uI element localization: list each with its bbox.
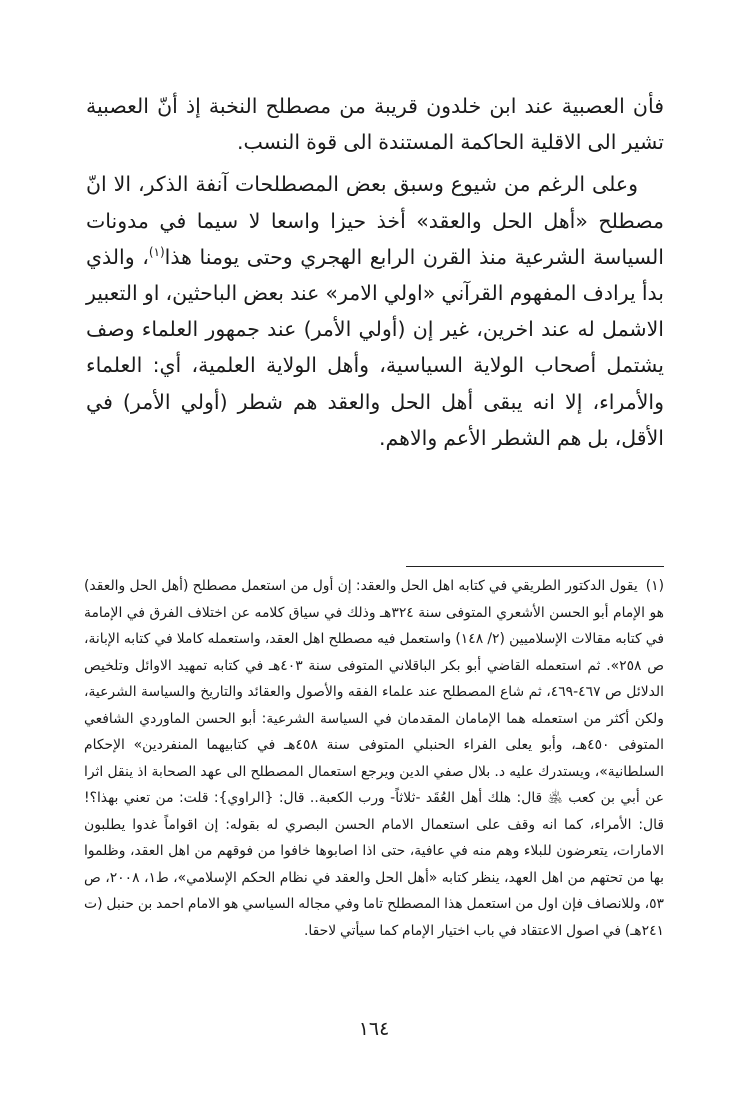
paragraph-2-text-start: وعلى الرغم من شيوع وسبق بعض المصطلحات آنفة الذكر، الا انّ مصطلح «أهل الحل والعقد» أخذ حيزا واسعا لا سيما في مدونات السياسة الشرعية منذ القرن الرابع الهجري وحتى يومنا هذا bbox=[86, 172, 664, 269]
footnote-text: يقول الدكتور الطريقي في كتابه اهل الحل والعقد: إن أول من استعمل مصطلح (أهل الحل والعقد) هو الإمام أبو الحسن الأشعري المتوفى سنة ٣٢٤هـ وذلك في سياق كلامه عن اختلاف الفرق في الإمامة في كتابه مقالات الإسلاميين (٢/ ١٤٨) واستعمل فيه مصطلح اهل العقد، واستعمله كاملا في كتابه الإبانة، ص ٢٥٨». ثم استعمله القاضي أبو بكر الباقلاني المتوفى سنة ٤٠٣هـ في كتابه تمهيد الاوائل وتلخيص الدلائل ص ٤٦٧-٤٦٩، ثم شاع المصطلح عند علماء الفقه والأصول والعقائد والتاريخ والسياسة الشرعية، ولكن أكثر من استعمله هما الإمامان المقدمان في السياسة الشرعية: أبو الحسن الماوردي الشافعي المتوفى ٤٥٠هـ، وأبو يعلى الفراء الحنبلي المتوفى سنة ٤٥٨هـ في كتابيهما المنفردين» الإحكام السلطانية»، ويستدرك عليه د. بلال صفي الدين ويرجع استعمال المصطلح الى عهد الصحابة اذ ينقل اثرا عن أبي بن كعب ﵁ قال: هلك أهل العُقَد -ثلاثاً- ورب الكعبة.. قال: {الراوي}: قلت: من تعني بهذا؟! قال: الأمراء، كما انه وقف على استعمال الامام الحسن البصري له بقوله: إن اقواماً غدوا يطلبون الامارات، يتعرضون للبلاء وهم منه في عافية، حتى اذا اصابوها خافوا من فوقهم من اهل العقد، وظلموا بها من تحتهم من اهل العهد، ينظر كتابه «أهل الحل والعقد في نظام الحكم الإسلامي»، ط١، ٢٠٠٨، ص ٥٣، وللانصاف فإن اول من استعمل هذا المصطلح تاما وفي مجاله السياسي هو الامام احمد بن حنبل (ت ٢٤١هـ) في اصول الاعتقاد في باب اختيار الإمام كما سيأتي لاحقا. bbox=[84, 578, 665, 939]
main-body-text bbox=[86, 88, 664, 456]
paragraph-2 bbox=[86, 166, 664, 456]
footnote bbox=[84, 573, 664, 944]
paragraph-2-text-end: ، والذي بدأ يرادف المفهوم القرآني «اولي الامر» عند بعض الباحثين، او التعبير الاشمل له عند اخرين، غير إن (أولي الأمر) عند جمهور العلماء وصف يشتمل أصحاب الولاية السياسية، وأهل الولاية العلمية، أي: العلماء والأمراء، إلا انه يبقى أهل الحل والعقد هم شطر (أولي الأمر) في الأقل، بل هم الشطر الأعم والاهم. bbox=[86, 244, 664, 450]
footnote-marker: (١) bbox=[645, 578, 664, 594]
footnote-reference[interactable]: (١) bbox=[148, 244, 165, 259]
page-number: ١٦٤ bbox=[358, 1018, 390, 1040]
footnote-separator bbox=[406, 566, 664, 567]
paragraph-1: فأن العصبية عند ابن خلدون قريبة من مصطلح النخبة إذ أنّ العصبية تشير الى الاقلية الحاكمة المستندة الى قوة النسب. bbox=[86, 94, 664, 155]
